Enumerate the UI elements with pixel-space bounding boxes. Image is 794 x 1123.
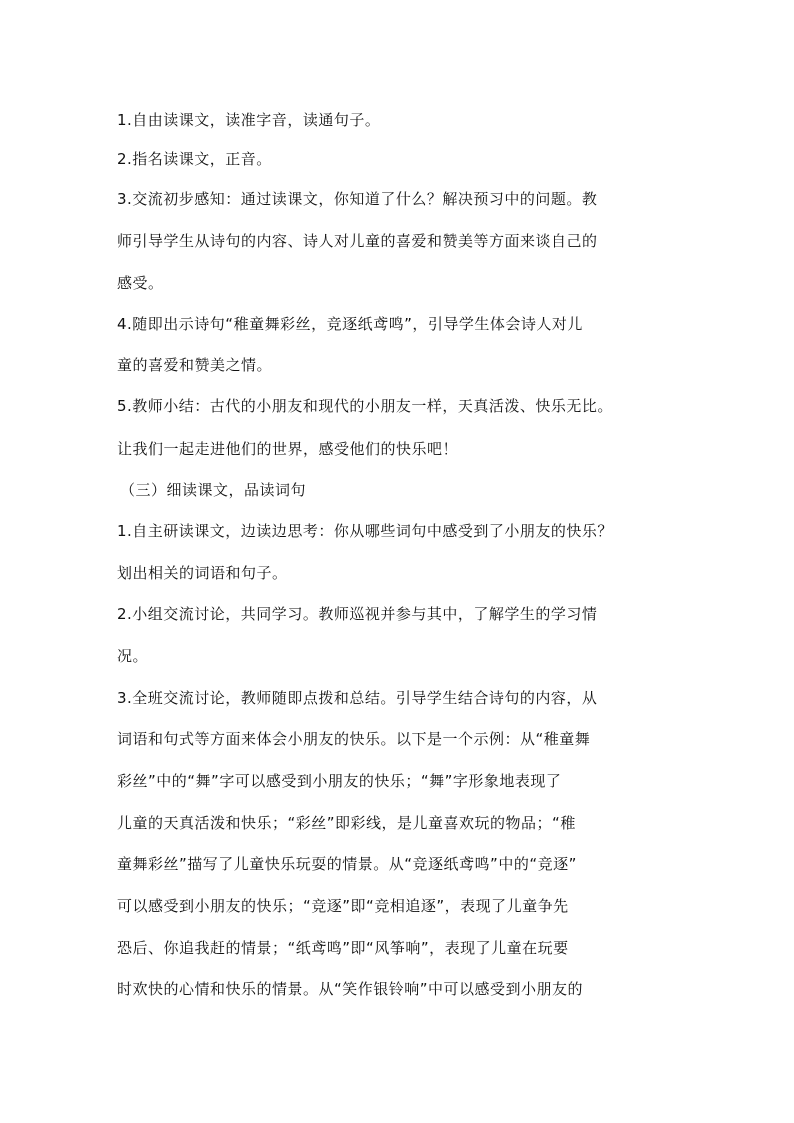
section-heading: （三）细读课文，品读词句 <box>120 481 307 499</box>
text-line: 彩丝”中的“舞”字可以感受到小朋友的快乐；“舞”字形象地表现了 <box>117 772 562 790</box>
text-line: 词语和句式等方面来体会小朋友的快乐。以下是一个示例：从“稚童舞 <box>117 730 591 748</box>
text-line: 3.交流初步感知：通过读课文，你知道了什么？解决预习中的问题。教 <box>117 190 598 208</box>
text-line: 况。 <box>117 647 149 665</box>
text-line: 让我们一起走进他们的世界，感受他们的快乐吧！ <box>117 440 459 458</box>
text-line: 感受。 <box>117 274 164 292</box>
text-line: 2.指名读课文，正音。 <box>117 150 272 168</box>
text-line: 童舞彩丝”描写了儿童快乐玩耍的情景。从“竞逐纸鸢鸣”中的“竞逐” <box>117 855 577 873</box>
text-line: 2.小组交流讨论，共同学习。教师巡视并参与其中，了解学生的学习情 <box>117 605 598 623</box>
text-line: 童的喜爱和赞美之情。 <box>117 356 273 374</box>
text-line: 3.全班交流讨论，教师随即点拨和总结。引导学生结合诗句的内容，从 <box>117 689 598 707</box>
text-line: 师引导学生从诗句的内容、诗人对儿童的喜爱和赞美等方面来谈自己的 <box>117 232 598 250</box>
text-line: 4.随即出示诗句“稚童舞彩丝，竞逐纸鸢鸣”，引导学生体会诗人对儿 <box>117 315 583 333</box>
text-line: 划出相关的词语和句子。 <box>117 564 288 582</box>
text-line: 恐后、你追我赶的情景；“纸鸢鸣”即“风筝响”，表现了儿童在玩要 <box>117 939 569 957</box>
text-line: 时欢快的心情和快乐的情景。从“笑作银铃响”中可以感受到小朋友的 <box>117 980 584 998</box>
text-line: 1.自由读课文，读准字音，读通句子。 <box>117 111 381 129</box>
text-line: 儿童的天真活泼和快乐；“彩丝”即彩线，是儿童喜欢玩的物品；“稚 <box>117 814 576 832</box>
text-line: 5.教师小结：古代的小朋友和现代的小朋友一样，天真活泼、快乐无比。 <box>117 397 613 415</box>
text-line: 1.自主研读课文，边读边思考：你从哪些词句中感受到了小朋友的快乐？ <box>117 522 613 540</box>
text-line: 可以感受到小朋友的快乐；“竞逐”即“竞相追逐”，表现了儿童争先 <box>117 897 569 915</box>
